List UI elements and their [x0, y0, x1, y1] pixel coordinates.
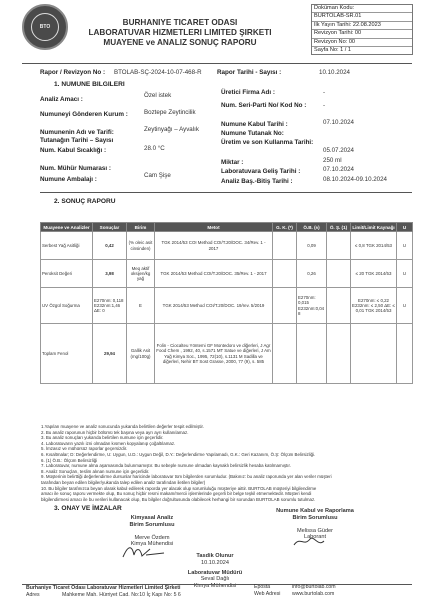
field-label: Üretim ve son Kullanma Tarihi:	[221, 139, 314, 146]
cell-u	[397, 324, 413, 384]
certified-date: 10.10.2024	[201, 559, 229, 566]
note-line: 5. İmzasız ve mühürsüz raporlar geçersizdir.	[41, 446, 128, 452]
col-header: Sonuçlar	[93, 223, 127, 232]
cell-ob: E270nm: 0,015 E232nm:0,04 8	[297, 288, 327, 324]
table-row	[41, 324, 413, 384]
field-label: Num. Kabul Sıcaklığı :	[40, 147, 107, 154]
col-header: Limit/Limit Kaynağı	[352, 224, 395, 230]
cell-method: Folin - Ciocalteu Yöntemi GF Montedoro ve diğerleri, J Agr Food Chem , 1992, 40, s.1571 MT Satue ve diğerleri, J Am Yağ Kimya Soc., 1995, 72(10), s.1131 M Sadilla ve diğerleri, Nehir BT Sost Grasse, 2000, 77 (9), s. 585	[155, 324, 273, 384]
cell-gk	[273, 232, 297, 260]
field-label: Miktar :	[221, 159, 244, 166]
header-divider	[22, 63, 412, 64]
cell-os	[327, 324, 351, 384]
title-line: LABORATUVAR HIZMETLERI LIMITED ŞIRKETI	[88, 28, 272, 37]
field-value: 08.10.2024-09.10.2024	[323, 176, 387, 183]
signer-role: Numune Kabul ve Raporlama	[276, 508, 354, 514]
doc-info-line: BURTOLAB-SR.01	[312, 13, 412, 21]
cell-result: 29,94	[93, 324, 127, 384]
document-info-box	[311, 4, 413, 55]
report-date-value: 10.10.2024	[319, 69, 350, 76]
cell-ob: 0,26	[297, 260, 327, 288]
manager-name: Seval Dağlı	[200, 576, 230, 583]
doc-info-line: Sayfa No: 1 / 1	[314, 47, 352, 54]
section3-title: 3. ONAY VE İMZALAR	[54, 505, 122, 512]
note-line: amacı ile sonuç raporu vermekte olup, Bu sonuç hiçbir resmi makam/mercii işlemlerinde geçerli bir belge teşkil etmemektedir. Müşteri kendi	[41, 491, 312, 497]
certified-label: Tasdik Olunur	[196, 553, 234, 559]
signer-name: Merve Özdem	[134, 534, 170, 541]
doc-info-line: Revizyon No: 00	[312, 39, 412, 47]
title-line: BURHANIYE TICARET ODASI	[122, 18, 238, 27]
cell-os	[327, 288, 351, 324]
field-value: Boztepe Zeytincilik	[144, 109, 196, 116]
report-notes	[41, 424, 413, 502]
cell-unit: Gallik Asit (mg/100g)	[127, 324, 155, 384]
field-label: Num. Seri-Parti No/ Kod No :	[221, 102, 307, 109]
report-title	[60, 18, 300, 48]
left-signature-mark	[120, 543, 170, 561]
cell-u: U	[397, 232, 413, 260]
field-value: 07.10.2024	[323, 166, 354, 173]
field-label: Laboratuvara Geliş Tarihi :	[221, 168, 301, 175]
note-line: tarafından beyan edilen bilgiler/yukarıda talep edilen analiz tarafından iletilen bilgiler)	[41, 479, 206, 485]
note-line: 6. (1) Ö.B.: Ölçüm Belirsizliği	[41, 457, 98, 463]
footer-web-label: Web Adresi	[254, 591, 281, 597]
cell-unit: E	[127, 288, 155, 324]
field-label: Numune Ambalajı :	[40, 176, 97, 183]
field-label: Analiz Baş.-Bitiş Tarihi :	[221, 178, 293, 185]
cell-unit: Meq aktif oksijen/kg yağ	[127, 260, 155, 288]
cell-gk	[273, 260, 297, 288]
field-label: Analiz Amacı :	[40, 96, 83, 103]
field-value: 05.07.2024	[323, 147, 354, 154]
cell-gk	[273, 324, 297, 384]
cell-limit: E270nm: ≤ 0,22 E232nm: ≤ 2,50 ΔE: ≤ 0,01 TGK 2014/53	[351, 288, 397, 324]
cell-analysis: UV Özgül Soğurma	[41, 288, 93, 324]
table-row	[41, 232, 413, 260]
field-value: Özel istek	[144, 92, 172, 99]
section2-title: 2. SONUÇ RAPORU	[54, 198, 116, 205]
field-value: 28.0 °C	[144, 145, 165, 152]
signer-title: Kimya Mühendisi	[130, 541, 174, 548]
cell-method: TGK 2014/53 COI Method COI/T.20/DOC. 34/Rev. 1 - 2017	[155, 232, 273, 260]
field-value: -	[323, 102, 326, 109]
cell-analysis: Toplam Fenol	[41, 324, 93, 384]
table-row	[41, 260, 413, 288]
footer	[22, 585, 412, 600]
col-header: Ö. Ş. (1)	[327, 223, 351, 232]
report-date-label: Rapor Tarihi - Sayısı :	[217, 69, 282, 76]
note-line: 6. Kısaltmalar; D: Değerlendirme, U: Uygun, U.D.: Uygun Değil, D.Y.: Değerlendirme Yapılamadı, G.K.: Geri Kazanım, Ö.Ş: Ölçüm Belirsizliği.	[41, 451, 316, 457]
field-label: Numuneyi Gönderen Kurum :	[40, 111, 128, 118]
note-line: 9. Müşterinin belirttiği değerlendirme dursunlar haricinde laboratuvar tüm bilgilerden sorumludur. (Bakınız: bu analiz raporunda yer alan veriler müşteri	[41, 474, 332, 480]
field-label: Numunenin Adı ve Tarifi:	[40, 129, 114, 136]
doc-info-line: Ilk Yayın Tarihi: 22.08.2023	[312, 22, 412, 30]
logo-text: BTO	[31, 13, 59, 41]
cell-limit: ≤ 20 TGK 2014/53	[351, 260, 397, 288]
cell-method: TGK 2014/53 Method COI/T.20/DOC. 35/Rev. 1 - 2017	[155, 260, 273, 288]
field-value: Zeytinyağı – Ayvalık	[144, 126, 199, 133]
cell-result: 3,98	[93, 260, 127, 288]
signer-name: Melissa Güder	[296, 527, 334, 534]
signer-role: Birim Sorumlusu	[292, 514, 338, 521]
field-value: Cam Şişe	[144, 172, 171, 179]
report-no-value: BTOLAB-SÇ-2024-10-07-468-R	[114, 69, 202, 76]
cell-result: E270nm: 0,118 E232nm:1,46 ΔE: 0	[93, 288, 127, 324]
note-line: 10. Bu bilgiler tarafınızca beyan olarak kabul edilerek raporda yer alacak olup sorumluluğu müşteriye aittir. BURTOLAB müşteriyi bilgilendirme	[41, 485, 317, 491]
field-value: -	[323, 89, 326, 96]
manager-role: Laboratuvar Müdürü	[187, 569, 243, 576]
note-line: 4. Laboratuvarın yazılı izni olmadan kısmen kopyalanıp çoğaltılamaz.	[41, 440, 176, 446]
field-label: Üretici Firma Adı :	[221, 89, 276, 96]
right-signature-mark	[290, 533, 330, 551]
field-label: Numune Kabul Tarihi :	[221, 121, 288, 128]
field-label: Numune Tutanak No:	[221, 130, 284, 137]
signer-role: Kimyasal Analiz	[130, 515, 174, 521]
doc-info-line: Doküman Kodu:	[312, 5, 412, 13]
table-header-row	[41, 223, 413, 232]
footer-address-label: Adres	[26, 592, 40, 598]
cell-u: U	[397, 260, 413, 288]
col-header: Ö.B. (±)	[297, 223, 327, 232]
cell-limit: ≤ 0,8 TGK 2014/53	[351, 232, 397, 260]
note-line: 7. Laboratuvar, numune alma aşamasında bulunmamıştır. Bu sebeple numune olmadan kaynaklı belirsizlik hesaba katılmamıştır.	[41, 463, 291, 469]
cell-limit	[351, 324, 397, 384]
cell-ob	[297, 324, 327, 384]
col-header: Metot	[155, 223, 273, 232]
doc-info-line: Revizyon Tarihi: 00	[312, 30, 412, 38]
col-header: Birim	[127, 223, 155, 232]
cell-os	[327, 232, 351, 260]
cell-method: TGK 2014/53 Method COI/T.20/DOC. 19/rev. 5/2019	[155, 288, 273, 324]
table-row	[41, 288, 413, 324]
footer-address: Mahkeme Mah. Hürriyet Cad. No:10 İç Kapı No: 5 6	[62, 592, 181, 598]
note-line: 3. Bu analiz sonuçları yukarıda belirtilen numune için geçerlidir.	[41, 435, 164, 441]
results-table	[40, 222, 413, 384]
footer-email-label: Eposta	[254, 584, 271, 590]
report-no-label: Rapor / Revizyon No :	[40, 69, 106, 76]
section-divider	[40, 192, 412, 193]
col-header: Muayene ve Analizler	[41, 223, 93, 232]
footer-email: info@burtolab.com	[292, 584, 336, 590]
field-value: 07.10.2024	[323, 119, 354, 126]
col-header: U	[397, 223, 413, 232]
footer-company: Burhaniye Ticaret Odası Laboratuvar Hizmetleri Limited Şirketi	[26, 585, 181, 591]
note-line: bilgilendirmesi amacı ile bu verileri kullanacak olup, Bu bilgiler doğrultusunda olabilecek herhangi bir sorundan BURTOLAB sorumlu tutulmaz.	[41, 496, 316, 502]
cell-analysis: Peroksit Değeri	[41, 260, 93, 288]
title-line: MUAYENE ve ANALIZ SONUÇ RAPORU	[103, 38, 257, 47]
cell-unit: (% oleic asit cinsinden)	[127, 232, 155, 260]
signer-title: Laborant	[303, 534, 327, 541]
footer-web: www.burtolab.com	[292, 591, 335, 597]
cell-gk	[273, 288, 297, 324]
cell-u: U	[397, 288, 413, 324]
cell-result: 0,42	[93, 232, 127, 260]
signer-role: Birim Sorumlusu	[129, 521, 175, 528]
note-line: 2. Bu analiz raporunun hiçbir bölümü tek başına veya ayrı ayrı kullanılamaz.	[41, 429, 189, 435]
field-value: 250 ml	[323, 157, 342, 164]
cell-ob: 0,09	[297, 232, 327, 260]
section1-title: 1. NUMUNE BILGILERI	[54, 81, 125, 88]
col-header: G. K. (*)	[273, 223, 297, 232]
cell-os	[327, 260, 351, 288]
field-label: Num. Mühür Numarası :	[40, 165, 112, 172]
note-line: 8. Analiz Sonuçları, teslim alınan numune için geçerlidir.	[41, 468, 150, 474]
field-label: Tutanağın Tarihi – Sayısı	[40, 137, 114, 144]
note-line: 1.Yapılan muayene ve analiz sonucunda yukarıda belirtilen değerler tespit edilmiştir.	[41, 424, 204, 429]
manager-title: Kimya Mühendisi	[193, 583, 237, 590]
cell-analysis: Serbest Yağ Asitliği	[41, 232, 93, 260]
